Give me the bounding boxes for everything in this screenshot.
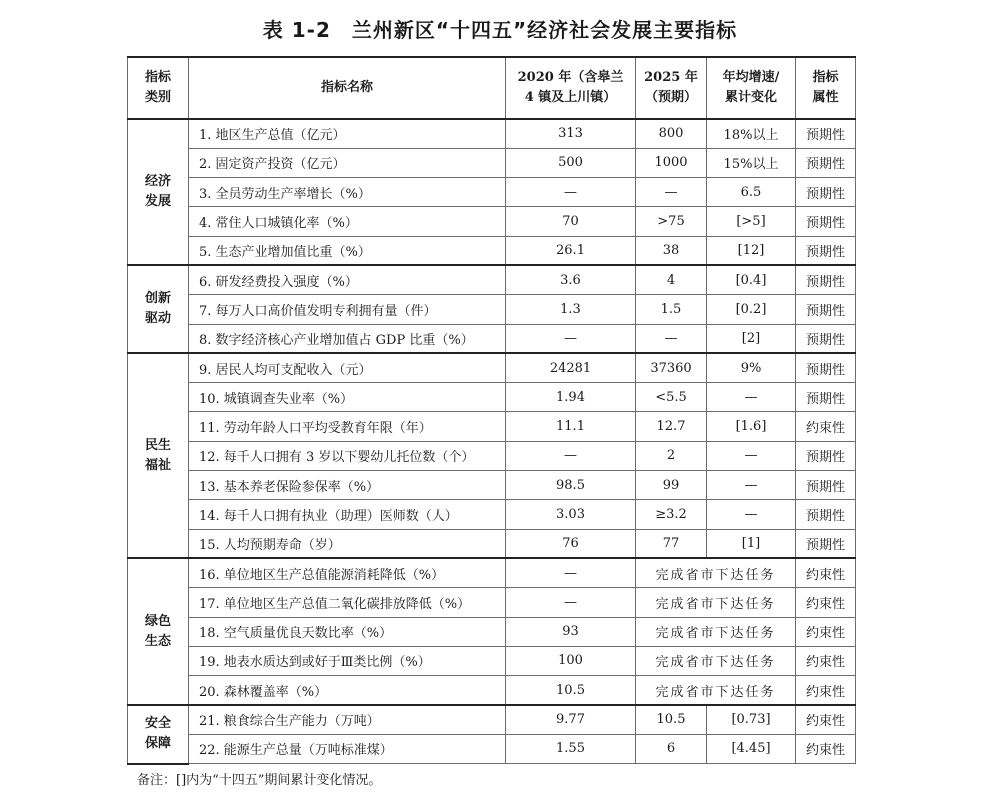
attribute-value: 约束性 [796, 705, 856, 734]
category-cell: 经济 发展 [128, 119, 189, 265]
indicator-name: 16. 单位地区生产总值能源消耗降低（%） [189, 558, 506, 587]
table-row [128, 500, 856, 529]
growth-value: [0.73] [707, 705, 796, 734]
value-2020: 100 [506, 646, 636, 675]
header-2025: 2025 年 （预期） [636, 57, 707, 119]
table-row [128, 236, 856, 265]
indicator-name: 20. 森林覆盖率（%） [189, 676, 506, 705]
growth-value: — [707, 383, 796, 412]
indicator-name: 21. 粮食综合生产能力（万吨） [189, 705, 506, 734]
table-row [128, 705, 856, 734]
growth-value: [1] [707, 529, 796, 558]
table-row [128, 529, 856, 558]
growth-value: [0.2] [707, 295, 796, 324]
table-row [128, 207, 856, 236]
attribute-value: 约束性 [796, 676, 856, 705]
table-header [128, 57, 856, 119]
category-cell: 民生 福祉 [128, 353, 189, 558]
value-2025: <5.5 [636, 383, 707, 412]
indicator-name: 7. 每万人口高价值发明专利拥有量（件） [189, 295, 506, 324]
target-span: 完成省市下达任务 [636, 558, 796, 587]
indicator-name: 22. 能源生产总量（万吨标准煤） [189, 734, 506, 763]
header-growth: 年均增速/ 累计变化 [707, 57, 796, 119]
indicator-name: 2. 固定资产投资（亿元） [189, 148, 506, 177]
value-2020: 76 [506, 529, 636, 558]
value-2020: 26.1 [506, 236, 636, 265]
table-row [128, 558, 856, 587]
table-body [128, 119, 856, 764]
table-row [128, 734, 856, 763]
table-row [128, 178, 856, 207]
growth-value: — [707, 441, 796, 470]
value-2025: — [636, 324, 707, 353]
indicator-name: 6. 研发经费投入强度（%） [189, 265, 506, 294]
growth-value: [12] [707, 236, 796, 265]
value-2025: 6 [636, 734, 707, 763]
attribute-value: 预期性 [796, 353, 856, 382]
attribute-value: 预期性 [796, 441, 856, 470]
attribute-value: 预期性 [796, 265, 856, 294]
table-row [128, 617, 856, 646]
table-note: 备注：[]内为“十四五”期间累计变化情况。 [137, 773, 382, 788]
table-row [128, 471, 856, 500]
indicator-name: 18. 空气质量优良天数比率（%） [189, 617, 506, 646]
value-2020: — [506, 178, 636, 207]
value-2025: 1000 [636, 148, 707, 177]
header-category: 指标 类别 [128, 57, 189, 119]
value-2020: 98.5 [506, 471, 636, 500]
table-row [128, 441, 856, 470]
value-2020: 11.1 [506, 412, 636, 441]
attribute-value: 约束性 [796, 558, 856, 587]
value-2020: 70 [506, 207, 636, 236]
indicator-name: 5. 生态产业增加值比重（%） [189, 236, 506, 265]
indicator-name: 12. 每千人口拥有 3 岁以下婴幼儿托位数（个） [189, 441, 506, 470]
attribute-value: 预期性 [796, 207, 856, 236]
growth-value: [0.4] [707, 265, 796, 294]
attribute-value: 约束性 [796, 734, 856, 763]
header-attribute: 指标 属性 [796, 57, 856, 119]
indicator-name: 3. 全员劳动生产率增长（%） [189, 178, 506, 207]
indicator-name: 10. 城镇调查失业率（%） [189, 383, 506, 412]
value-2020: 3.03 [506, 500, 636, 529]
target-span: 完成省市下达任务 [636, 617, 796, 646]
growth-value: 15%以上 [707, 148, 796, 177]
indicator-name: 17. 单位地区生产总值二氧化碳排放降低（%） [189, 588, 506, 617]
attribute-value: 预期性 [796, 236, 856, 265]
value-2025: >75 [636, 207, 707, 236]
value-2025: 1.5 [636, 295, 707, 324]
attribute-value: 预期性 [796, 500, 856, 529]
header-name: 指标名称 [189, 57, 506, 119]
indicator-name: 15. 人均预期寿命（岁） [189, 529, 506, 558]
value-2020: 10.5 [506, 676, 636, 705]
value-2025: 77 [636, 529, 707, 558]
indicator-name: 13. 基本养老保险参保率（%） [189, 471, 506, 500]
value-2025: 99 [636, 471, 707, 500]
value-2020: 1.94 [506, 383, 636, 412]
value-2020: — [506, 441, 636, 470]
attribute-value: 约束性 [796, 646, 856, 675]
growth-value: [2] [707, 324, 796, 353]
value-2025: 37360 [636, 353, 707, 382]
table-row [128, 676, 856, 705]
table-row [128, 265, 856, 294]
value-2020: 313 [506, 119, 636, 148]
table-row [128, 119, 856, 148]
attribute-value: 约束性 [796, 617, 856, 646]
value-2020: — [506, 558, 636, 587]
indicator-name: 8. 数字经济核心产业增加值占 GDP 比重（%） [189, 324, 506, 353]
table-row [128, 383, 856, 412]
attribute-value: 预期性 [796, 324, 856, 353]
value-2020: 24281 [506, 353, 636, 382]
value-2020: 1.3 [506, 295, 636, 324]
value-2020: 93 [506, 617, 636, 646]
attribute-value: 约束性 [796, 588, 856, 617]
header-2020: 2020 年（含皋兰 4 镇及上川镇） [506, 57, 636, 119]
growth-value: 9% [707, 353, 796, 382]
value-2025: 10.5 [636, 705, 707, 734]
growth-value: [1.6] [707, 412, 796, 441]
indicator-name: 1. 地区生产总值（亿元） [189, 119, 506, 148]
indicator-name: 11. 劳动年龄人口平均受教育年限（年） [189, 412, 506, 441]
value-2020: 1.55 [506, 734, 636, 763]
target-span: 完成省市下达任务 [636, 646, 796, 675]
indicator-table [127, 56, 856, 765]
category-cell: 安全 保障 [128, 705, 189, 764]
value-2020: 500 [506, 148, 636, 177]
category-cell: 创新 驱动 [128, 265, 189, 353]
value-2020: 9.77 [506, 705, 636, 734]
value-2025: 2 [636, 441, 707, 470]
attribute-value: 预期性 [796, 383, 856, 412]
table-row [128, 148, 856, 177]
value-2025: 4 [636, 265, 707, 294]
growth-value: — [707, 500, 796, 529]
target-span: 完成省市下达任务 [636, 676, 796, 705]
growth-value: [4.45] [707, 734, 796, 763]
target-span: 完成省市下达任务 [636, 588, 796, 617]
growth-value: 18%以上 [707, 119, 796, 148]
growth-value: 6.5 [707, 178, 796, 207]
category-cell: 绿色 生态 [128, 558, 189, 704]
indicator-name: 9. 居民人均可支配收入（元） [189, 353, 506, 382]
attribute-value: 预期性 [796, 529, 856, 558]
table-row [128, 646, 856, 675]
value-2020: — [506, 324, 636, 353]
indicator-name: 4. 常住人口城镇化率（%） [189, 207, 506, 236]
attribute-value: 约束性 [796, 412, 856, 441]
growth-value: — [707, 471, 796, 500]
table-row [128, 324, 856, 353]
table-row [128, 412, 856, 441]
attribute-value: 预期性 [796, 178, 856, 207]
table-title: 表 1-2 兰州新区“十四五”经济社会发展主要指标 [262, 18, 738, 42]
value-2020: 3.6 [506, 265, 636, 294]
indicator-name: 19. 地表水质达到或好于Ⅲ类比例（%） [189, 646, 506, 675]
value-2025: 800 [636, 119, 707, 148]
growth-value: [>5] [707, 207, 796, 236]
value-2025: 38 [636, 236, 707, 265]
value-2025: 12.7 [636, 412, 707, 441]
value-2025: ≥3.2 [636, 500, 707, 529]
attribute-value: 预期性 [796, 471, 856, 500]
value-2020: — [506, 588, 636, 617]
table-row [128, 588, 856, 617]
attribute-value: 预期性 [796, 148, 856, 177]
attribute-value: 预期性 [796, 295, 856, 324]
indicator-name: 14. 每千人口拥有执业（助理）医师数（人） [189, 500, 506, 529]
table-row [128, 353, 856, 382]
attribute-value: 预期性 [796, 119, 856, 148]
table-row [128, 295, 856, 324]
value-2025: — [636, 178, 707, 207]
